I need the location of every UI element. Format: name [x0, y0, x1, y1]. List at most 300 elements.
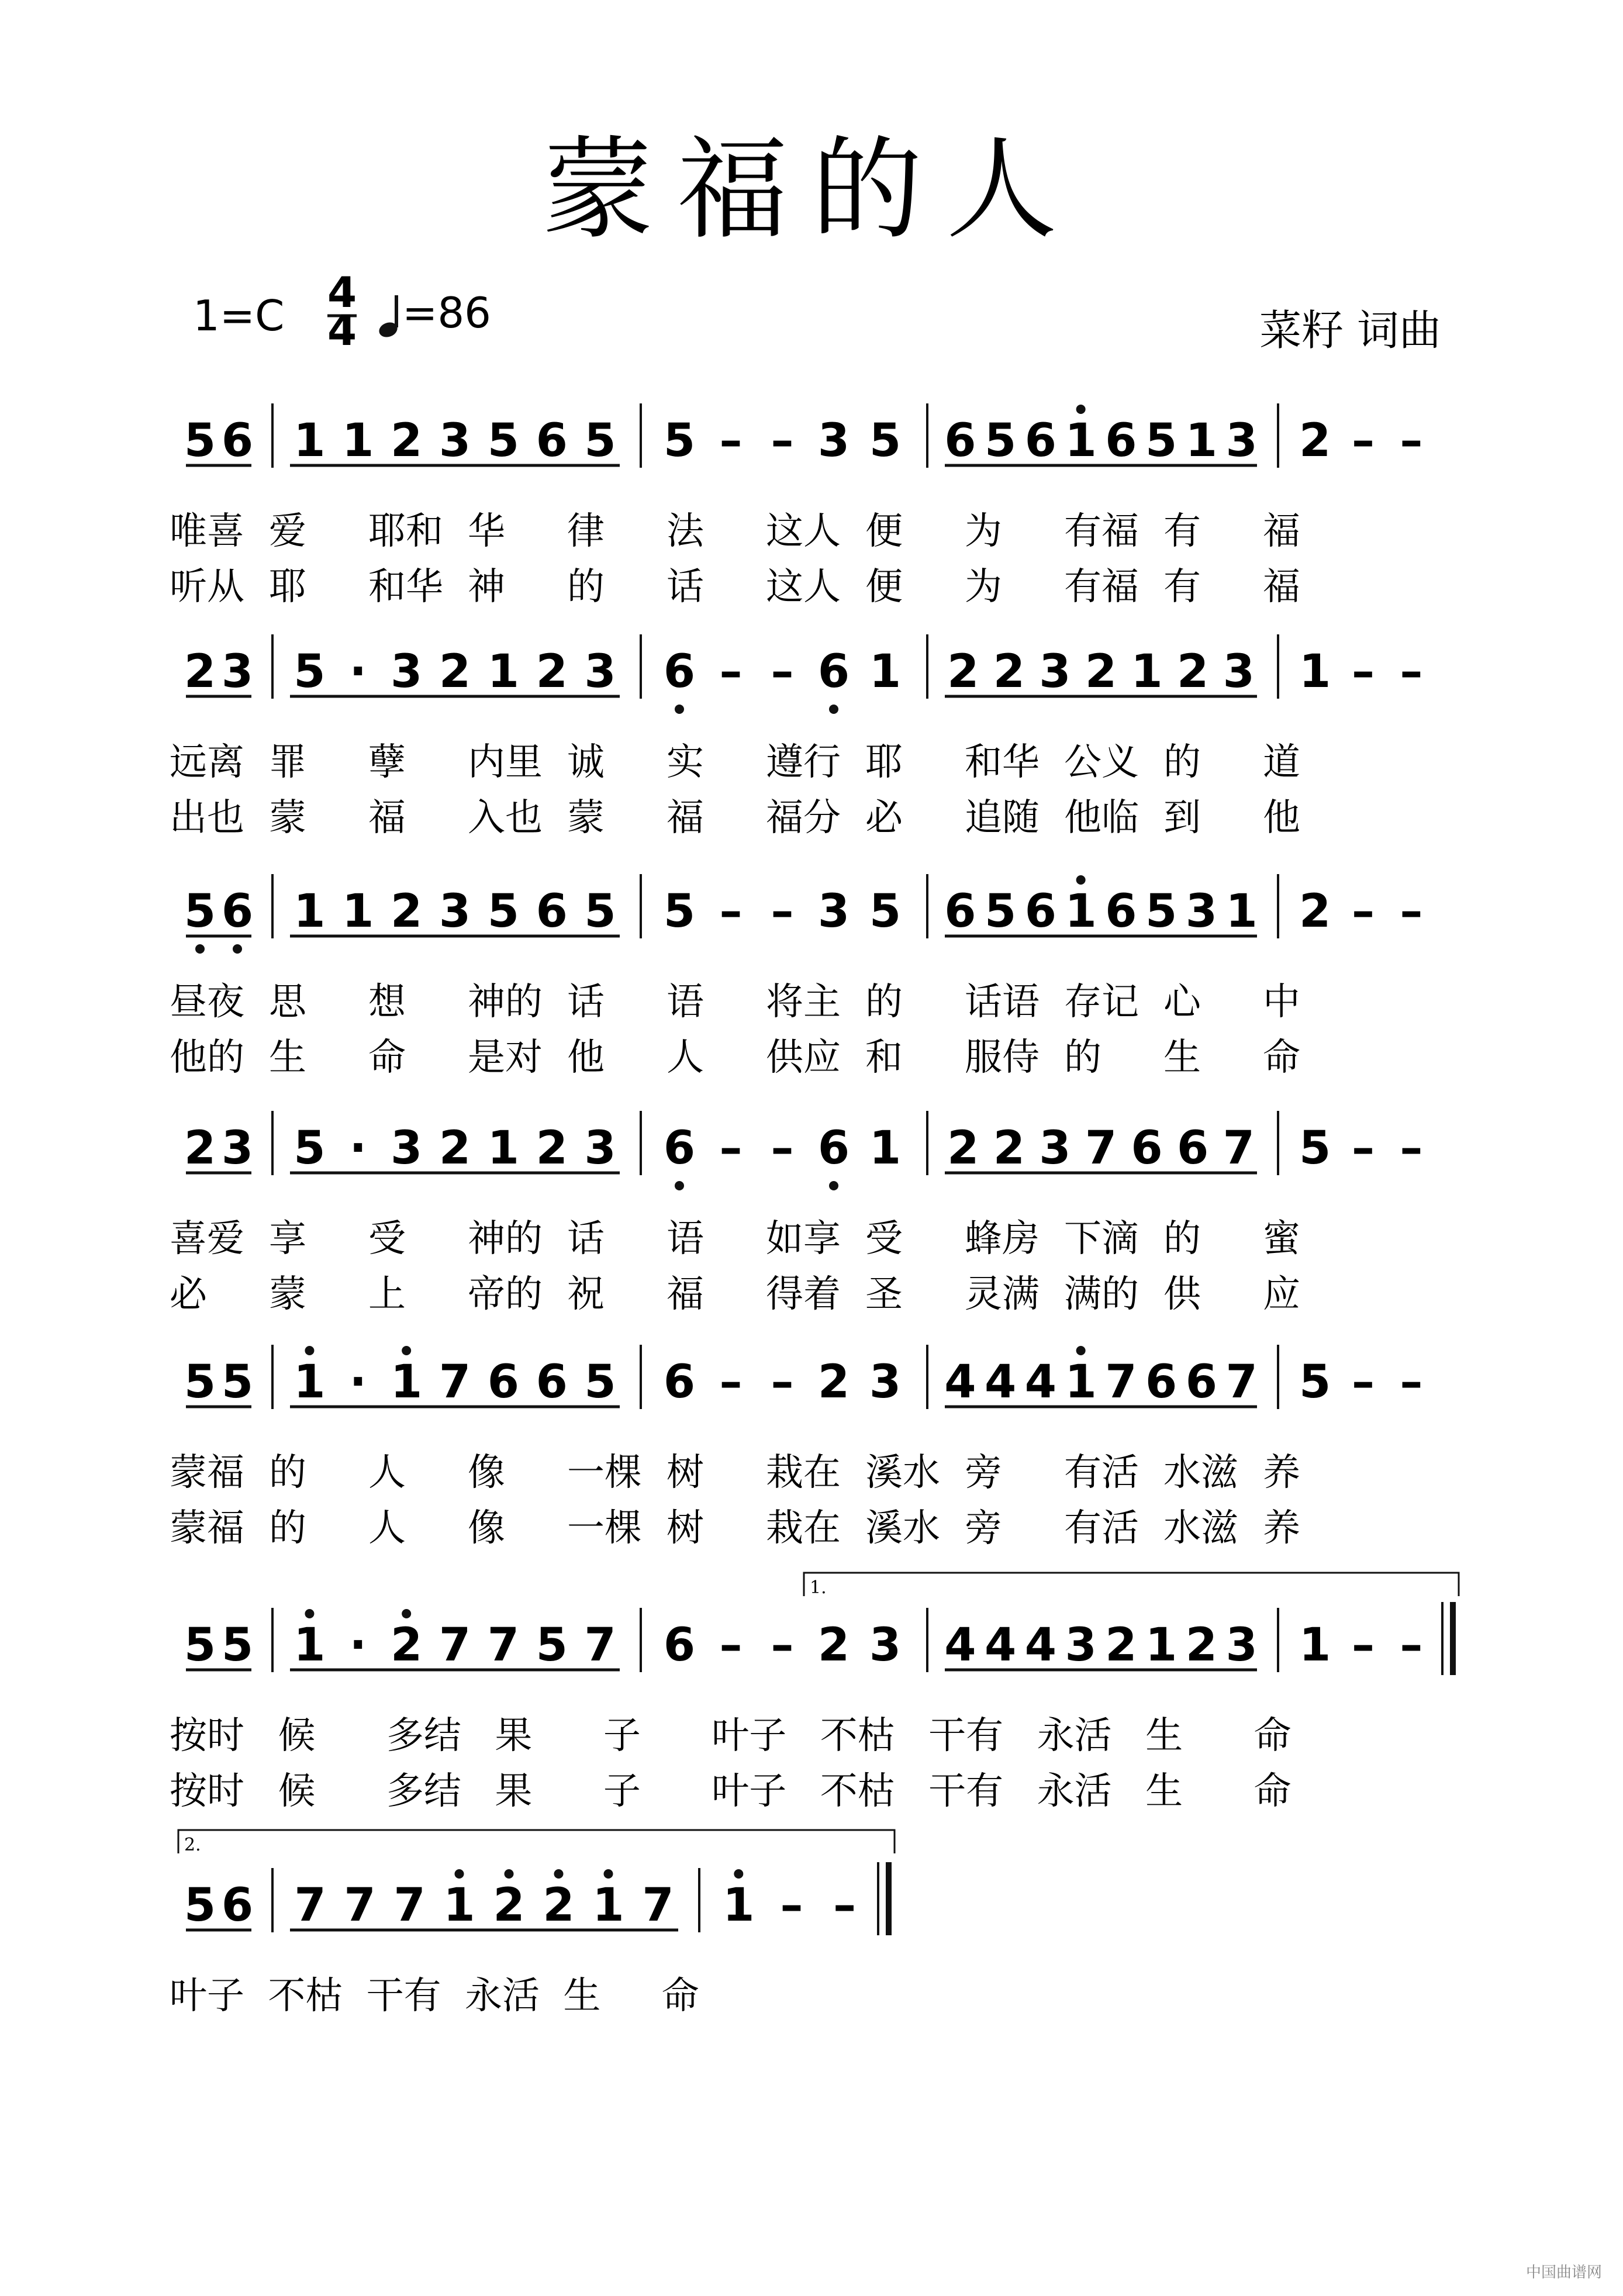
note-glyph: 4: [984, 1619, 1017, 1672]
note-glyph: 3: [391, 645, 423, 698]
lyric-word: 果: [495, 1770, 533, 1813]
note-glyph: 7: [438, 1619, 471, 1672]
note-glyph: 7: [438, 1356, 471, 1408]
lyric-word: 栽在: [766, 1507, 841, 1550]
lyric-word: 他: [1263, 796, 1300, 840]
sustain-dash: –: [719, 1122, 743, 1175]
lyric-word: 命: [1263, 1036, 1300, 1079]
note-glyph: 2: [993, 1122, 1025, 1175]
note-glyph: 5: [184, 415, 216, 467]
lyric-word: 蒙: [269, 1273, 306, 1316]
lyric-word: 生: [1163, 1036, 1201, 1079]
lyric-word: 蜂房: [965, 1217, 1040, 1261]
note-glyph: 2: [1299, 415, 1331, 467]
sustain-dash: –: [1400, 1619, 1423, 1672]
key-signature: 1=C: [193, 291, 285, 340]
note-glyph: 2: [1085, 645, 1117, 698]
time-signature-denominator: 4: [327, 306, 357, 355]
lyric-word: 树: [667, 1507, 704, 1550]
lyric-word: 得着: [766, 1273, 841, 1316]
lyric-word: 子: [603, 1770, 641, 1813]
note-glyph: 5: [293, 1122, 326, 1175]
note-glyph: 1: [723, 1879, 755, 1932]
lyric-word: 蒙: [269, 796, 306, 840]
note-glyph: 2: [184, 645, 216, 698]
lyric-word: 叶子: [170, 1974, 244, 2018]
lyric-word: 的: [865, 980, 903, 1024]
lyric-word: 他的: [170, 1036, 244, 1079]
lyric-word: 便: [865, 510, 903, 553]
note-glyph: 3: [391, 1122, 423, 1175]
lyric-word: 生: [563, 1974, 601, 2018]
octave-dot-below: [675, 1181, 684, 1190]
lyric-word: 不枯: [820, 1714, 895, 1758]
lyric-word: 出也: [170, 796, 244, 840]
lyric-word: 存记: [1064, 980, 1139, 1024]
note-glyph: 6: [944, 415, 976, 467]
lyric-word: 的: [1163, 1217, 1201, 1261]
note-glyph: 2: [536, 1122, 568, 1175]
note-glyph: ·: [349, 1122, 367, 1175]
lyric-word: 神的: [468, 1217, 543, 1261]
note-glyph: 5: [584, 415, 616, 467]
note-glyph: 6: [663, 1122, 696, 1175]
lyric-word: 命: [1253, 1714, 1292, 1758]
note-glyph: 6: [221, 885, 254, 938]
note-glyph: 5: [184, 1879, 216, 1932]
note-glyph: 1: [293, 1356, 326, 1408]
sustain-dash: –: [719, 645, 743, 698]
note-glyph: 7: [393, 1879, 426, 1932]
note-glyph: 3: [438, 415, 471, 467]
octave-dot-above: [305, 1609, 314, 1618]
note-glyph: 5: [984, 885, 1017, 938]
lyric-word: 上: [368, 1273, 406, 1316]
note-glyph: 3: [1225, 1619, 1258, 1672]
lyric-word: 神的: [468, 980, 543, 1024]
lyric-word: 话语: [965, 980, 1040, 1024]
note-glyph: 1: [1225, 885, 1258, 938]
note-glyph: 1: [592, 1879, 624, 1932]
lyric-word: 蒙福: [170, 1507, 244, 1550]
lyric-word: 受: [865, 1217, 903, 1261]
sustain-dash: –: [719, 885, 743, 938]
note-glyph: 6: [1131, 1122, 1163, 1175]
note-glyph: 1: [342, 415, 374, 467]
note-glyph: 5: [663, 885, 696, 938]
note-glyph: 6: [1105, 415, 1137, 467]
sustain-dash: –: [771, 1122, 794, 1175]
lyric-word: 他: [567, 1036, 605, 1079]
note-glyph: 7: [344, 1879, 376, 1932]
note-glyph: 5: [487, 885, 519, 938]
lyric-word: 话: [567, 1217, 605, 1261]
note-glyph: 1: [1145, 1619, 1177, 1672]
sustain-dash: –: [1352, 645, 1375, 698]
lyric-word: 爱: [269, 510, 306, 553]
note-glyph: 6: [1177, 1122, 1209, 1175]
second-ending-bracket: [178, 1830, 895, 1853]
lyric-word: 必: [865, 796, 903, 840]
lyric-word: 耶和: [368, 510, 443, 553]
lyric-word: 华: [468, 510, 505, 553]
lyric-word: 法: [667, 510, 704, 553]
lyric-word: 蒙: [567, 796, 605, 840]
octave-dot-above: [1076, 405, 1086, 414]
first-ending-label: 1.: [810, 1577, 827, 1598]
lyric-word: 到: [1163, 796, 1201, 840]
lyric-word: 福: [667, 796, 704, 840]
sustain-dash: –: [719, 1619, 743, 1672]
site-watermark: 中国曲谱网: [1525, 2264, 1602, 2281]
lyric-word: 话: [567, 980, 605, 1024]
sustain-dash: –: [1400, 415, 1423, 467]
note-glyph: 2: [1105, 1619, 1137, 1672]
octave-dot-above: [402, 1346, 411, 1355]
note-glyph: 6: [817, 645, 850, 698]
note-glyph: 2: [947, 1122, 979, 1175]
lyric-word: 这人: [766, 565, 841, 609]
octave-dot-above: [305, 1346, 314, 1355]
note-glyph: 5: [1145, 885, 1177, 938]
time-signature-numerator: 4: [327, 268, 357, 317]
note-glyph: 3: [221, 1122, 254, 1175]
lyric-word: 一棵: [567, 1507, 642, 1550]
note-glyph: 5: [869, 415, 902, 467]
lyric-word: 旁: [965, 1451, 1002, 1494]
lyric-word: 蜜: [1263, 1217, 1300, 1261]
note-glyph: 4: [1024, 1619, 1057, 1672]
sustain-dash: –: [833, 1879, 857, 1932]
note-glyph: 4: [984, 1356, 1017, 1408]
note-glyph: 6: [1105, 885, 1137, 938]
page-title: 蒙福的人: [542, 125, 1081, 254]
lyric-word: 养: [1263, 1451, 1300, 1494]
sustain-dash: –: [771, 1619, 794, 1672]
lyric-word: 永活: [465, 1974, 540, 2018]
note-glyph: 2: [1185, 1619, 1218, 1672]
lyric-word: 和华: [368, 565, 443, 609]
note-glyph: 2: [438, 645, 471, 698]
note-glyph: 1: [1185, 415, 1218, 467]
note-glyph: 2: [1177, 645, 1209, 698]
lyric-word: 入也: [468, 796, 543, 840]
sustain-dash: –: [1400, 1356, 1423, 1408]
sustain-dash: –: [771, 645, 794, 698]
lyric-word: 下滴: [1064, 1217, 1139, 1261]
note-glyph: 5: [184, 1356, 216, 1408]
note-glyph: 2: [993, 645, 1025, 698]
lyric-word: 命: [1253, 1770, 1292, 1813]
lyric-word: 候: [278, 1714, 316, 1758]
octave-dot-below: [829, 705, 838, 714]
sustain-dash: –: [1352, 1619, 1375, 1672]
octave-dot-above: [734, 1869, 743, 1879]
lyric-word: 干有: [366, 1974, 441, 2018]
note-glyph: 1: [869, 645, 902, 698]
lyric-word: 帝的: [468, 1273, 543, 1316]
lyric-word: 的: [567, 565, 605, 609]
note-glyph: 1: [487, 1122, 519, 1175]
note-glyph: 2: [438, 1122, 471, 1175]
note-glyph: 3: [1225, 415, 1258, 467]
note-glyph: 5: [584, 885, 616, 938]
lyric-word: 干有: [928, 1770, 1004, 1813]
lyric-word: 多结: [386, 1714, 461, 1758]
lyric-word: 为: [965, 510, 1002, 553]
lyric-word: 按时: [170, 1714, 244, 1758]
lyric-word: 耶: [865, 741, 903, 784]
note-glyph: 6: [817, 1122, 850, 1175]
lyric-word: 子: [603, 1714, 641, 1758]
note-glyph: 1: [443, 1879, 475, 1932]
note-glyph: 6: [663, 1356, 696, 1408]
note-glyph: 3: [584, 645, 616, 698]
sustain-dash: –: [771, 1356, 794, 1408]
note-glyph: 6: [221, 1879, 254, 1932]
lyric-word: 福: [368, 796, 406, 840]
lyric-word: 追随: [965, 796, 1040, 840]
note-glyph: 5: [663, 415, 696, 467]
note-glyph: 3: [438, 885, 471, 938]
note-glyph: 1: [342, 885, 374, 938]
note-glyph: 2: [184, 1122, 216, 1175]
lyric-word: 神: [468, 565, 505, 609]
note-glyph: 1: [1299, 645, 1331, 698]
note-glyph: 6: [663, 1619, 696, 1672]
note-glyph: 6: [1145, 1356, 1177, 1408]
note-glyph: 1: [869, 1122, 902, 1175]
lyric-word: 语: [667, 1217, 704, 1261]
sustain-dash: –: [1352, 1122, 1375, 1175]
lyric-word: 这人: [766, 510, 841, 553]
lyric-word: 遵行: [766, 741, 841, 784]
lyric-word: 有活: [1064, 1507, 1139, 1550]
note-glyph: 7: [1105, 1356, 1137, 1408]
second-ending-label: 2.: [184, 1835, 201, 1855]
lyric-word: 供应: [766, 1036, 841, 1079]
note-glyph: 3: [869, 1619, 902, 1672]
sustain-dash: –: [719, 1356, 743, 1408]
lyric-word: 有: [1163, 565, 1201, 609]
lyric-word: 将主: [766, 980, 841, 1024]
lyric-word: 不枯: [268, 1974, 343, 2018]
note-glyph: 1: [487, 645, 519, 698]
note-glyph: 3: [1185, 885, 1218, 938]
octave-dot-above: [554, 1869, 564, 1879]
lyric-word: 诚: [567, 741, 605, 784]
octave-dot-below: [675, 705, 684, 714]
note-glyph: 4: [944, 1356, 976, 1408]
lyric-word: 他临: [1064, 796, 1139, 840]
lyric-word: 水滋: [1163, 1451, 1238, 1494]
lyric-word: 便: [865, 565, 903, 609]
lyric-word: 的: [269, 1451, 306, 1494]
note-glyph: 5: [869, 885, 902, 938]
lyric-word: 必: [170, 1273, 207, 1316]
lyric-word: 果: [495, 1714, 533, 1758]
lyric-word: 栽在: [766, 1451, 841, 1494]
octave-dot-above: [604, 1869, 613, 1879]
note-glyph: 1: [391, 1356, 423, 1408]
lyric-word: 想: [368, 980, 406, 1024]
lyric-word: 受: [368, 1217, 406, 1261]
note-glyph: 6: [944, 885, 976, 938]
note-glyph: 6: [536, 415, 568, 467]
note-glyph: 3: [869, 1356, 902, 1408]
note-glyph: 3: [817, 885, 850, 938]
note-glyph: ·: [349, 1619, 367, 1672]
sustain-dash: –: [1352, 1356, 1375, 1408]
octave-dot-above: [1076, 875, 1086, 885]
note-glyph: 6: [487, 1356, 519, 1408]
lyric-word: 思: [269, 980, 306, 1024]
lyric-word: 道: [1263, 741, 1300, 784]
lyric-word: 服侍: [965, 1036, 1040, 1079]
lyric-word: 干有: [928, 1714, 1004, 1758]
note-glyph: 5: [184, 885, 216, 938]
lyric-word: 蒙福: [170, 1451, 244, 1494]
lyric-word: 的: [269, 1507, 306, 1550]
lyric-word: 福: [667, 1273, 704, 1316]
lyric-word: 生: [1145, 1714, 1183, 1758]
lyric-word: 应: [1263, 1273, 1300, 1316]
lyric-word: 命: [661, 1974, 699, 2018]
octave-dot-below: [195, 944, 205, 954]
lyric-word: 多结: [386, 1770, 461, 1813]
sustain-dash: –: [1400, 885, 1423, 938]
lyric-word: 候: [278, 1770, 316, 1813]
lyric-word: 有福: [1064, 510, 1139, 553]
lyric-word: 内里: [468, 741, 543, 784]
lyric-word: 实: [667, 741, 704, 784]
note-glyph: 6: [536, 885, 568, 938]
note-glyph: 7: [584, 1619, 616, 1672]
note-glyph: ·: [349, 645, 367, 698]
lyric-word: 听从: [170, 565, 244, 609]
sustain-dash: –: [780, 1879, 803, 1932]
lyric-word: 和: [865, 1036, 903, 1079]
sustain-dash: –: [771, 885, 794, 938]
note-glyph: 3: [1039, 645, 1071, 698]
lyric-word: 耶: [269, 565, 306, 609]
lyric-word: 永活: [1037, 1770, 1112, 1813]
note-glyph: 2: [493, 1879, 525, 1932]
lyric-word: 心: [1163, 980, 1201, 1024]
lyric-word: 有福: [1064, 565, 1139, 609]
note-glyph: 6: [536, 1356, 568, 1408]
note-glyph: 5: [1299, 1122, 1331, 1175]
note-glyph: 6: [663, 645, 696, 698]
note-glyph: 7: [1223, 1122, 1255, 1175]
sustain-dash: –: [771, 415, 794, 467]
note-glyph: 1: [1065, 415, 1097, 467]
lyric-word: 为: [965, 565, 1002, 609]
note-glyph: 2: [391, 885, 423, 938]
first-ending-bracket: [804, 1573, 1459, 1596]
lyric-word: 溪水: [865, 1451, 940, 1494]
note-glyph: 5: [1299, 1356, 1331, 1408]
note-glyph: 3: [1223, 645, 1255, 698]
lyric-word: 昼夜: [170, 980, 244, 1024]
lyric-word: 孽: [368, 741, 406, 784]
lyric-word: 养: [1263, 1507, 1300, 1550]
note-glyph: 3: [1065, 1619, 1097, 1672]
note-glyph: 6: [1024, 415, 1057, 467]
octave-dot-below: [829, 1181, 838, 1190]
note-glyph: 4: [1024, 1356, 1057, 1408]
note-glyph: 1: [1131, 645, 1163, 698]
lyric-word: 叶子: [712, 1770, 787, 1813]
lyric-word: 语: [667, 980, 704, 1024]
lyric-word: 有: [1163, 510, 1201, 553]
lyric-word: 供: [1163, 1273, 1201, 1316]
sustain-dash: –: [1352, 415, 1375, 467]
note-glyph: 5: [536, 1619, 568, 1672]
lyric-word: 旁: [965, 1507, 1002, 1550]
lyric-word: 命: [368, 1036, 406, 1079]
note-glyph: 2: [1299, 885, 1331, 938]
lyric-word: 溪水: [865, 1507, 940, 1550]
note-glyph: 1: [1065, 885, 1097, 938]
lyric-word: 的: [1064, 1036, 1101, 1079]
note-glyph: 2: [391, 1619, 423, 1672]
lyric-word: 人: [667, 1036, 704, 1079]
note-glyph: 5: [584, 1356, 616, 1408]
note-glyph: 2: [817, 1619, 850, 1672]
credit-label: 菜籽 词曲: [1259, 306, 1441, 355]
lyric-word: 按时: [170, 1770, 244, 1813]
lyric-word: 祝: [567, 1273, 605, 1316]
note-glyph: 1: [1065, 1356, 1097, 1408]
note-glyph: 2: [536, 645, 568, 698]
lyric-word: 享: [269, 1217, 306, 1261]
lyric-word: 中: [1263, 980, 1300, 1024]
sustain-dash: –: [1400, 645, 1423, 698]
note-glyph: 5: [293, 645, 326, 698]
lyric-word: 是对: [468, 1036, 543, 1079]
lyric-word: 灵满: [965, 1273, 1040, 1316]
octave-dot-above: [1076, 1346, 1086, 1355]
lyric-word: 远离: [170, 741, 244, 784]
lyric-word: 罪: [269, 741, 306, 784]
note-glyph: 2: [817, 1356, 850, 1408]
sustain-dash: –: [1400, 1122, 1423, 1175]
note-glyph: 5: [1145, 415, 1177, 467]
note-glyph: 3: [584, 1122, 616, 1175]
lyric-word: 唯喜: [170, 510, 244, 553]
note-glyph: 3: [817, 415, 850, 467]
note-glyph: 7: [1085, 1122, 1117, 1175]
note-glyph: 4: [944, 1619, 976, 1672]
lyric-word: 永活: [1037, 1714, 1112, 1758]
sustain-dash: –: [719, 415, 743, 467]
octave-dot-above: [402, 1609, 411, 1618]
octave-dot-above: [505, 1869, 514, 1879]
lyric-word: 水滋: [1163, 1507, 1238, 1550]
note-glyph: 5: [221, 1619, 254, 1672]
lyric-word: 福分: [766, 796, 841, 840]
note-glyph: 3: [1039, 1122, 1071, 1175]
lyric-word: 的: [1163, 741, 1201, 784]
sustain-dash: –: [1352, 885, 1375, 938]
note-glyph: 3: [221, 645, 254, 698]
note-glyph: 7: [642, 1879, 674, 1932]
lyric-word: 有活: [1064, 1451, 1139, 1494]
note-glyph: 7: [1225, 1356, 1258, 1408]
lyric-word: 生: [269, 1036, 306, 1079]
lyric-word: 公义: [1064, 741, 1139, 784]
